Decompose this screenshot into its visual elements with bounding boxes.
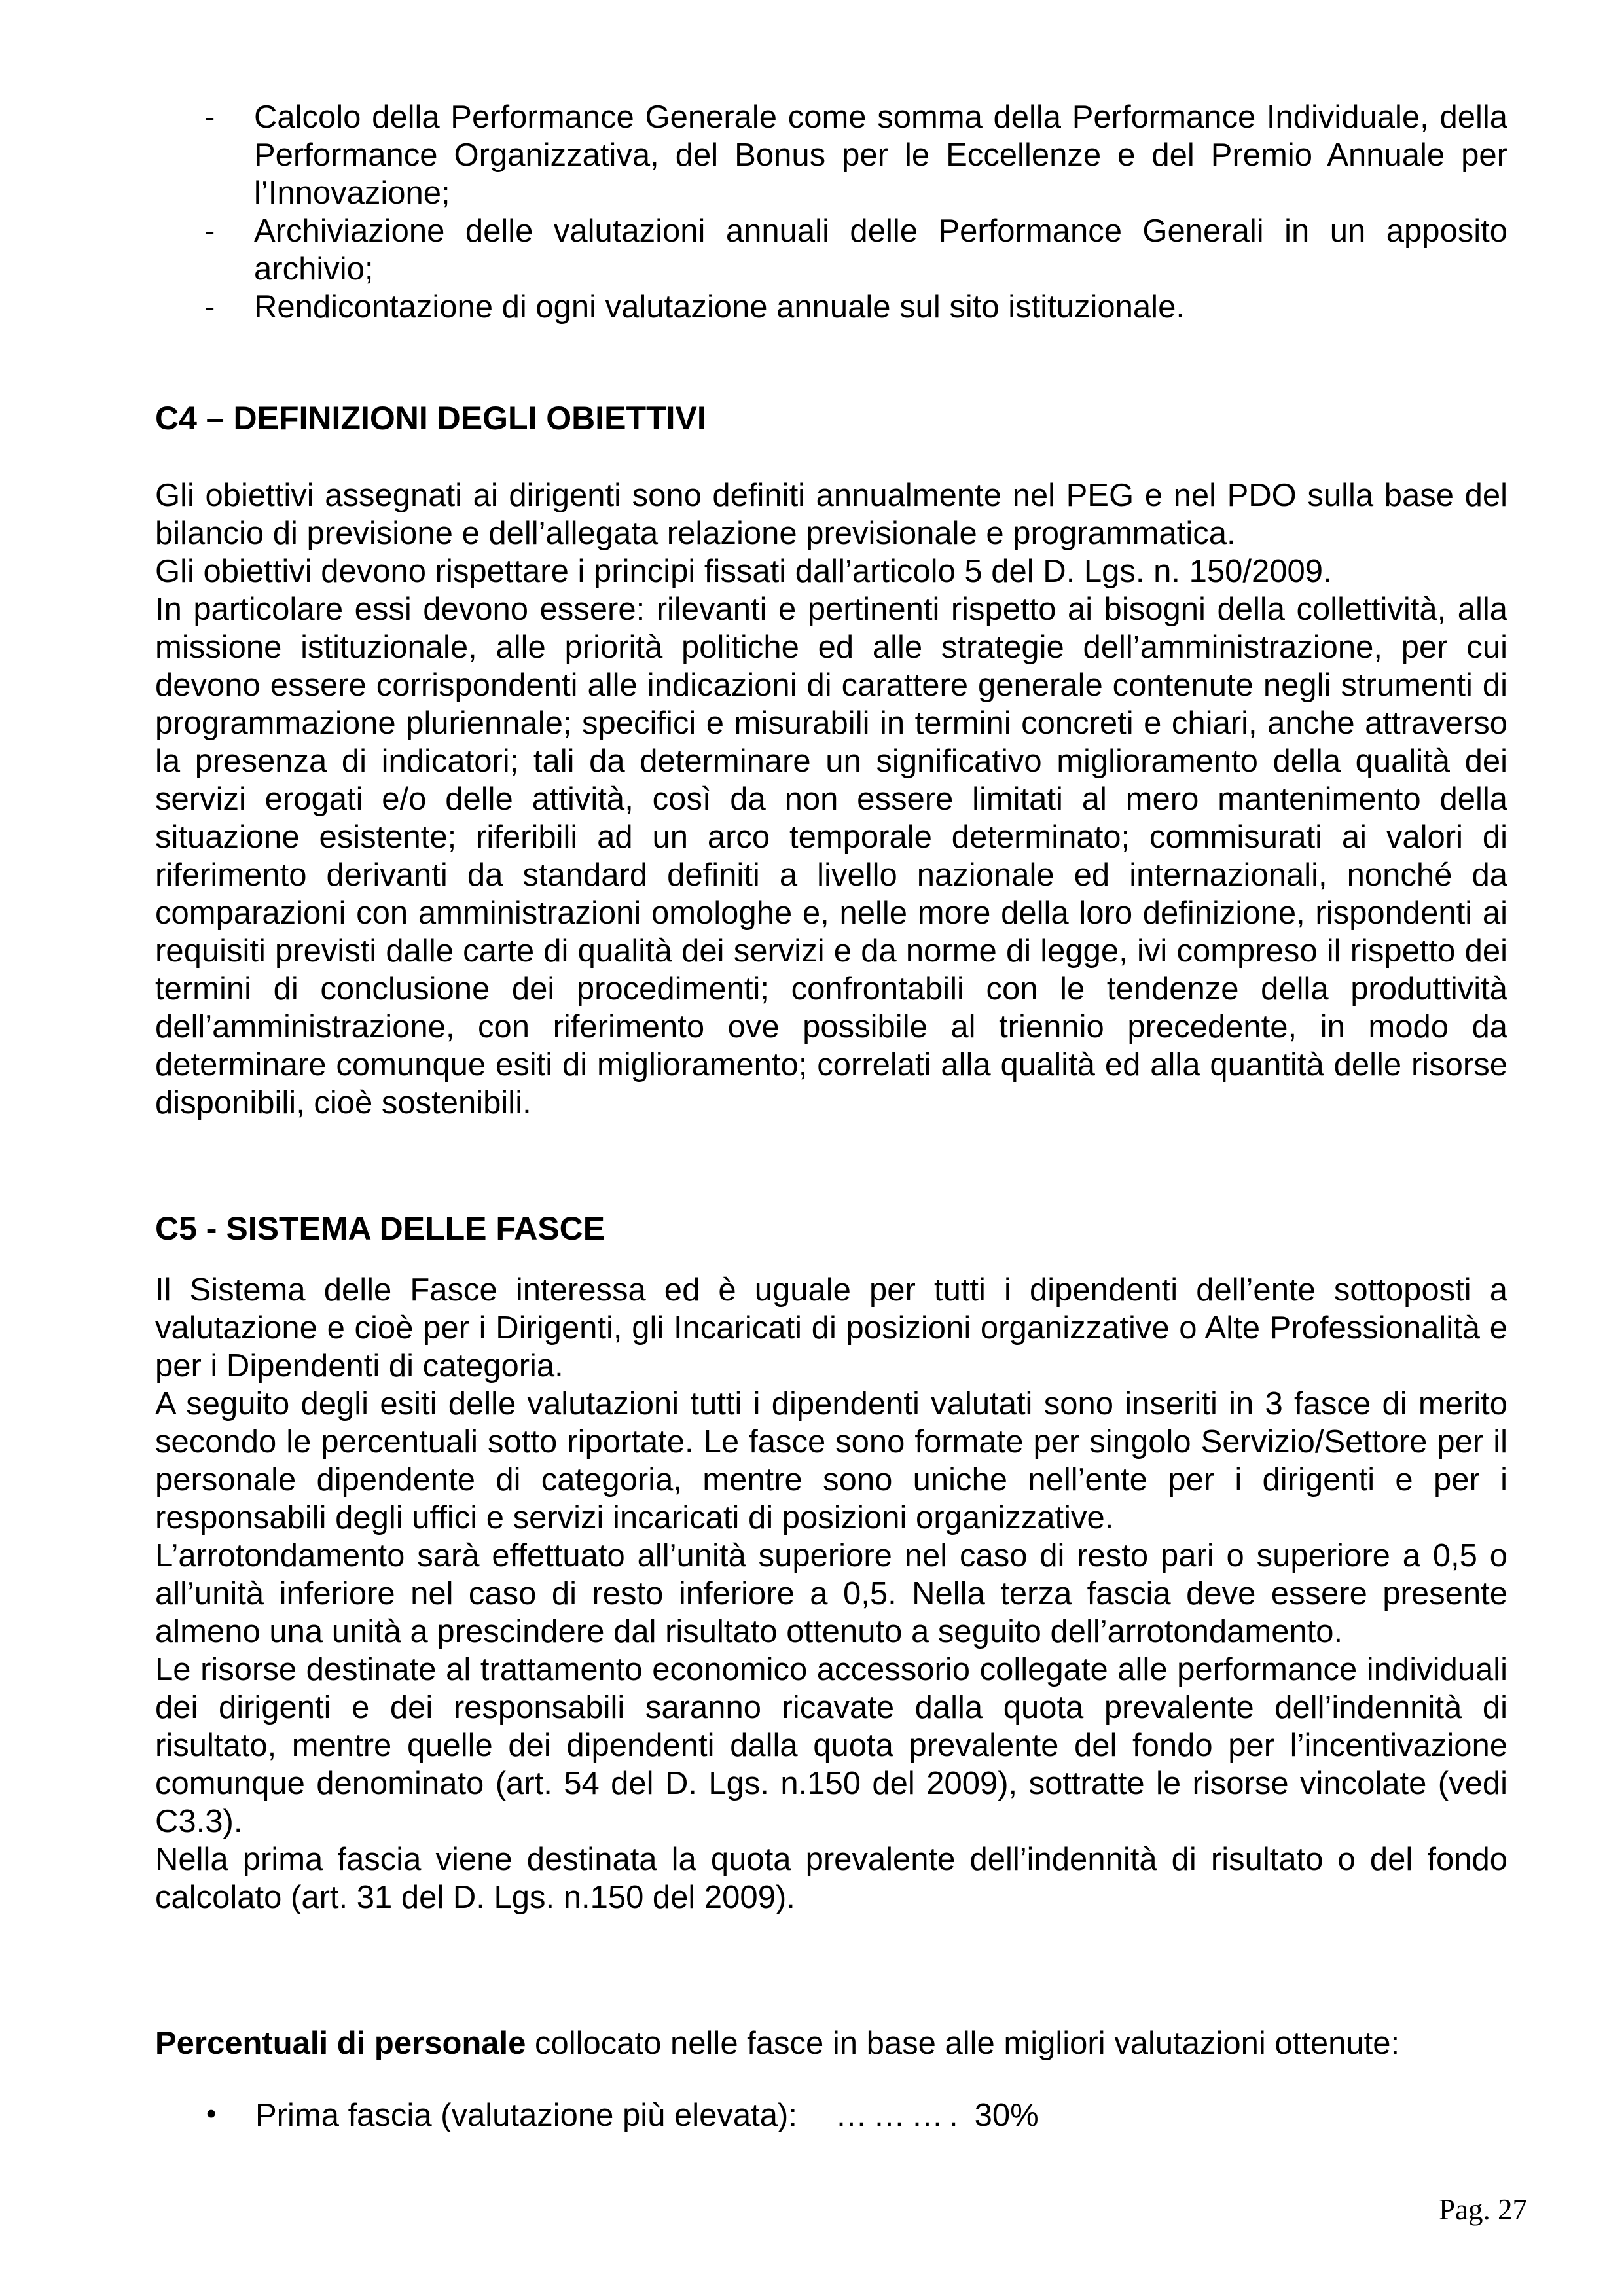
- list-item: [155, 288, 1507, 326]
- section-c5-heading: C5 - SISTEMA DELLE FASCE: [155, 1210, 605, 1247]
- dot-bullet: •: [206, 2098, 217, 2130]
- list-item: [155, 2096, 1507, 2134]
- paragraph: In particolare essi devono essere: rilevanti e pertinenti rispetto ai bisogni della collettività, alla missione istituzionale, alle priorità politiche ed alle strategie dell’amministrazione, per cui devono essere corrispondenti alle indicazioni di carattere generale contenute negli strumenti di programmazione pluriennale; specifici e misurabili in termini concreti e chiari, anche attraverso la presenza di indicatori; tali da determinare un significativo miglioramento della qualità dei servizi erogati e/o delle attività, così da non essere limitati al mero mantenimento della situazione esistente; riferibili ad un arco temporale determinato; commisurati ai valori di riferimento derivanti da standard definiti a livello nazionale ed internazionali, nonché da comparazioni con amministrazioni omologhe e, nelle more della loro definizione, rispondenti ai requisiti previsti dalle carte di qualità dei servizi e da norme di legge, ivi compreso il rispetto dei termini di conclusione dei procedimenti; confrontabili con le tendenze della produttività dell’amministrazione, con riferimento ove possibile al triennio precedente, in modo da determinare comunque esiti di miglioramento; correlati alla qualità ed alla quantità delle risorse disponibili, cioè sostenibili.: [155, 592, 1507, 1121]
- paragraph: Gli obiettivi assegnati ai dirigenti sono definiti annualmente nel PEG e nel PDO sulla base del bilancio di previsione e dell’allegata relazione previsionale e programmatica.: [155, 478, 1507, 551]
- fascia-label: Prima fascia (valutazione più elevata):: [255, 2098, 797, 2133]
- list-item-text: Calcolo della Performance Generale come somma della Performance Individuale, della Performance Organizzativa, del Bonus per le Eccellenze e del Premio Annuale per l’Innovazione;: [254, 99, 1507, 211]
- paragraph: Nella prima fascia viene destinata la quota prevalente dell’indennità di risultato o del fondo calcolato (art. 31 del D. Lgs. n.150 del 2009).: [155, 1842, 1507, 1915]
- list-item-text: Rendicontazione di ogni valutazione annuale sul sito istituzionale.: [254, 289, 1185, 325]
- percentuali-lead-rest: collocato nelle fasce in base alle migliori valutazioni ottenute:: [526, 2026, 1400, 2061]
- percentuali-lead: [155, 2024, 1507, 2062]
- section-c4-heading: C4 – DEFINIZIONI DEGLI OBIETTIVI: [155, 400, 706, 437]
- paragraph: Le risorse destinate al trattamento economico accessorio collegate alle performance individuali dei dirigenti e dei responsabili saranno ricavate dalla quota prevalente dell’indennità di risultato, mentre quelle dei dipendenti dalla quota prevalente del fondo per l’incentivazione comunque denominato (art. 54 del D. Lgs. n.150 del 2009), sottratte le risorse vincolate (vedi C3.3).: [155, 1652, 1507, 1839]
- dash-bullet: -: [204, 213, 215, 249]
- list-item-text: Archiviazione delle valutazioni annuali delle Performance Generali in un apposito archivio;: [254, 213, 1507, 287]
- list-item: [155, 212, 1507, 288]
- dash-bullet: -: [204, 99, 215, 135]
- intro-bullet-list: [155, 98, 1507, 326]
- paragraph: Gli obiettivi devono rispettare i principi fissati dall’articolo 5 del D. Lgs. n. 150/2009.: [155, 554, 1332, 589]
- paragraph: L’arrotondamento sarà effettuato all’unità superiore nel caso di resto pari o superiore a 0,5 o all’unità inferiore nel caso di resto inferiore a 0,5. Nella terza fascia deve essere presente almeno una unità a prescindere dal risultato ottenuto a seguito dell’arrotondamento.: [155, 1538, 1507, 1649]
- page-number: Pag. 27: [1439, 2193, 1527, 2226]
- dash-bullet: -: [204, 289, 215, 325]
- fasce-bullet-list: [155, 2096, 1507, 2134]
- fascia-value: 30%: [974, 2098, 1039, 2133]
- list-item: [155, 98, 1507, 212]
- dotted-leader: ……….: [835, 2098, 964, 2133]
- percentuali-lead-bold: Percentuali di personale: [155, 2026, 526, 2061]
- paragraph: A seguito degli esiti delle valutazioni tutti i dipendenti valutati sono inseriti in 3 fasce di merito secondo le percentuali sotto riportate. Le fasce sono formate per singolo Servizio/Settore per il personale dipendente di categoria, mentre sono uniche nell’ente per i dirigenti e per i responsabili degli uffici e servizi incaricati di posizioni organizzative.: [155, 1386, 1507, 1535]
- paragraph: Il Sistema delle Fasce interessa ed è uguale per tutti i dipendenti dell’ente sottoposti a valutazione e cioè per i Dirigenti, gli Incaricati di posizioni organizzative o Alte Professionalità e per i Dipendenti di categoria.: [155, 1272, 1507, 1384]
